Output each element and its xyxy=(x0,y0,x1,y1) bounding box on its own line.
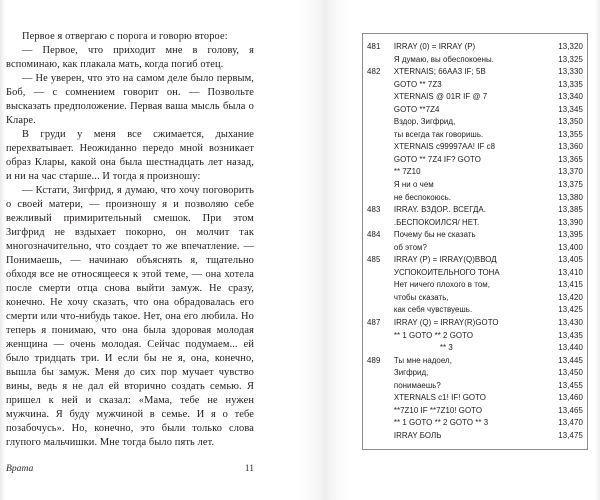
listing-code-text: GOTO ** 7Z3 xyxy=(393,79,442,89)
listing-row xyxy=(367,91,583,104)
listing-line-number xyxy=(367,342,394,355)
listing-address: 13,415 xyxy=(558,280,583,290)
listing-code-text: XTERNAIS @ 01R IF @ 7 xyxy=(393,92,488,102)
listing-row xyxy=(367,405,583,418)
listing-code-text: .БЕСПОКОИЛСЯ/ НЕТ. xyxy=(393,217,480,227)
listing-address: 13,400 xyxy=(558,242,583,252)
listing-address: 13,430 xyxy=(558,318,583,328)
page-footer xyxy=(6,463,254,474)
listing-address: 13,450 xyxy=(558,368,583,378)
listing-code-text: Вздор, Зигфрид, xyxy=(393,117,456,127)
paragraph: Первое я отвергаю с порога и говорю второе: xyxy=(22,31,228,42)
listing-address: 13,375 xyxy=(558,180,583,190)
listing-line-number xyxy=(367,217,394,230)
listing-row xyxy=(367,179,583,192)
listing-address: 13,470 xyxy=(558,418,583,428)
listing-line-number xyxy=(367,154,394,167)
listing-row xyxy=(367,317,583,330)
listing-row xyxy=(367,116,583,129)
listing-line-number: 485 xyxy=(367,255,381,265)
listing-code-text: ** 1 GOTO ** 2 GOTO ** 3 xyxy=(393,418,489,428)
listing-address: 13,425 xyxy=(558,305,583,315)
listing-line-number xyxy=(367,129,394,142)
listing-line-number xyxy=(367,116,394,129)
listing-address: 13,460 xyxy=(558,393,583,403)
listing-code-text: GOTO ** 7Z4 IF? GOTO xyxy=(393,154,481,164)
listing-code-text: IRRAY (Q) = IRRAY(R)GOTO xyxy=(393,318,499,328)
listing-address: 13,440 xyxy=(558,343,583,353)
listing-address: 13,405 xyxy=(558,255,583,265)
listing-row xyxy=(367,330,583,343)
listing-code-text: IRRAY БОЛЬ xyxy=(393,430,442,440)
listing-row xyxy=(367,41,583,54)
listing-code-text: Я думаю, вы обеспокоены. xyxy=(393,54,494,64)
listing-row xyxy=(367,392,583,405)
listing-row xyxy=(367,267,583,280)
listing-address: 13,345 xyxy=(558,104,583,114)
listing-row xyxy=(367,166,583,179)
listing-code-text: Почему бы не сказать xyxy=(393,230,476,240)
listing-row xyxy=(367,417,583,430)
listing-row xyxy=(367,129,583,142)
listing-code-text: ** 7Z10 xyxy=(393,167,421,177)
listing-line-number xyxy=(367,405,394,418)
listing-code-text: об этом? xyxy=(393,242,427,252)
listing-address: 13,390 xyxy=(558,217,583,227)
listing-code-text: XTERNAIS; 66AA3 IF; 5B xyxy=(393,67,486,77)
listing-address: 13,420 xyxy=(558,292,583,302)
listing-row xyxy=(367,242,583,255)
listing-address: 13,340 xyxy=(558,92,583,102)
listing-code-text: как себя чувствуешь. xyxy=(393,305,473,315)
listing-address: 13,335 xyxy=(558,79,583,89)
recto-page xyxy=(300,0,600,500)
listing-code-text: Зигфрид, xyxy=(393,368,429,378)
listing-line-number xyxy=(367,91,394,104)
listing-code-text: IRRAY (P) = IRRAY(Q)ВВОД xyxy=(393,255,497,265)
listing-row xyxy=(367,141,583,154)
listing-address: 13,465 xyxy=(558,405,583,415)
listing-line-number xyxy=(367,104,394,117)
listing-address: 13,355 xyxy=(558,129,583,139)
listing-line-number xyxy=(367,392,394,405)
listing-row xyxy=(367,229,583,242)
listing-address: 13,385 xyxy=(558,205,583,215)
listing-line-number xyxy=(367,54,394,67)
listing-line-number: 481 xyxy=(367,42,381,51)
listing-code-text: ты всегда так говоришь. xyxy=(393,129,484,139)
listing-line-number: 483 xyxy=(367,205,381,215)
listing-line-number xyxy=(367,141,394,154)
listing-row xyxy=(367,192,583,205)
listing-line-number xyxy=(367,242,394,255)
listing-row xyxy=(367,355,583,368)
listing-code-text: GOTO **7Z4 xyxy=(393,104,440,114)
listing-line-number xyxy=(367,367,394,380)
listing-line-number xyxy=(367,330,394,343)
listing-row xyxy=(367,66,583,79)
listing-line-number xyxy=(367,430,394,443)
body-text-block xyxy=(6,30,254,450)
listing-line-number xyxy=(367,292,394,305)
listing-row xyxy=(367,104,583,117)
listing-address: 13,445 xyxy=(558,355,583,365)
listing-code-text: Ты мне надоел, xyxy=(393,355,452,365)
listing-code-text: чтобы сказать, xyxy=(393,292,449,302)
listing-address: 13,395 xyxy=(558,230,583,240)
code-listing-box xyxy=(362,33,588,450)
listing-row xyxy=(367,430,583,443)
listing-address: 13,365 xyxy=(558,154,583,164)
listing-code-text: ** 3 xyxy=(439,343,453,353)
listing-line-number xyxy=(367,380,394,393)
listing-line-number xyxy=(367,79,394,92)
listing-line-number xyxy=(367,179,394,192)
page-number: 11 xyxy=(244,463,254,474)
listing-code-text: Я ни о чем xyxy=(393,180,434,190)
listing-line-number: 482 xyxy=(367,67,381,77)
listing-code-text: УСПОКОИТЕЛЬНОГО ТОНА xyxy=(393,267,500,277)
listing-row xyxy=(367,367,583,380)
listing-line-number xyxy=(367,166,394,179)
listing-address: 13,350 xyxy=(558,117,583,127)
listing-code-text: XTERNALS c1! IF! GOTO xyxy=(393,393,486,403)
listing-row xyxy=(367,204,583,217)
listing-row xyxy=(367,154,583,167)
listing-address: 13,325 xyxy=(558,54,583,64)
code-listing-table xyxy=(367,41,583,443)
listing-address: 13,435 xyxy=(558,330,583,340)
listing-address: 13,370 xyxy=(558,167,583,177)
listing-address: 13,320 xyxy=(558,42,583,51)
listing-address: 13,380 xyxy=(558,192,583,202)
listing-row xyxy=(367,79,583,92)
listing-code-text: понимаешь? xyxy=(393,380,441,390)
listing-row xyxy=(367,380,583,393)
listing-line-number: 487 xyxy=(367,318,381,328)
listing-row xyxy=(367,217,583,230)
listing-line-number: 489 xyxy=(367,355,381,365)
listing-address: 13,330 xyxy=(558,67,583,77)
listing-row xyxy=(367,342,583,355)
listing-code-text: ** 1 GOTO ** 2 GOTO xyxy=(393,330,474,340)
paragraph: — Первое, что приходит мне в голову, я вспоминаю, как плакала мать, когда погиб отец. xyxy=(6,45,254,70)
listing-row xyxy=(367,54,583,67)
listing-address: 13,360 xyxy=(558,142,583,152)
listing-address: 13,475 xyxy=(558,430,583,440)
listing-row xyxy=(367,304,583,317)
paragraph: В груди у меня все сжимается, дыхание перехватывает. Неожиданно передо мной возникает образ Клары, какой она была шестнадцать лет назад, и ни на час старше... И тогда я произношу: xyxy=(6,129,254,182)
listing-line-number xyxy=(367,192,394,205)
listing-row xyxy=(367,279,583,292)
paragraph: — Кстати, Зигфрид, я думаю, что хочу поговорить о своей матери, — произношу я и позволяю себе вежливый примирительный смешок. При этом Зигфрид не вздыхает покорно, он молчит так многозначительно, что создает то же впечатление. — Понимаешь, — начинаю объяснять я, тщательно обходя все не относящееся к этой теме, — она хотела после смерти отца снова выйти замуж. Не сразу, конечно. Не хочу сказать, что она обрадовалась его смерти или что-нибудь такое. Нет, она его любила. Но теперь я понимаю, что она была здоровая молодая женщина — очень молодая. Сейчас подумаем... ей было тридцать три. И если бы не я, она, конечно, вышла бы замуж. Меня до сих пор мучает чувство вины, ведь я не дал ей вторично создать семью. Я пришел к ней и сказал: «Мама, тебе не нужен мужчина. Я буду мужчиной в семье. И я о тебе позабочусь». Но, конечно, это были только слова глупого мальчишки. Мне тогда было пять лет. xyxy=(6,185,254,448)
listing-code-text: **7Z10 IF **7Z10! GOTO xyxy=(393,405,483,415)
listing-code-text: не беспокоюсь. xyxy=(393,192,452,202)
listing-code-text: Нет ничего плохого в том, xyxy=(393,280,491,290)
listing-line-number xyxy=(367,279,394,292)
listing-code-text: XTERNAIS c99997AA! IF c8 xyxy=(393,142,496,152)
listing-row xyxy=(367,292,583,305)
listing-code-text: IRRAY (0) = IRRAY (P) xyxy=(393,42,476,51)
listing-line-number: 484 xyxy=(367,230,381,240)
listing-line-number xyxy=(367,417,394,430)
listing-row xyxy=(367,254,583,267)
listing-line-number xyxy=(367,267,394,280)
running-title: Врата xyxy=(6,463,34,474)
listing-code-text: IRRAY. ВЗДОР.. ВСЕГДА. xyxy=(393,205,486,215)
listing-line-number xyxy=(367,304,394,317)
listing-address: 13,455 xyxy=(558,380,583,390)
listing-address: 13,410 xyxy=(558,267,583,277)
paragraph: — Не уверен, что это на самом деле было первым, Боб, — с сомнением говорит он. — Позвольте высказать предположение. Первая ваша мысль была о Кларе. xyxy=(6,73,254,126)
